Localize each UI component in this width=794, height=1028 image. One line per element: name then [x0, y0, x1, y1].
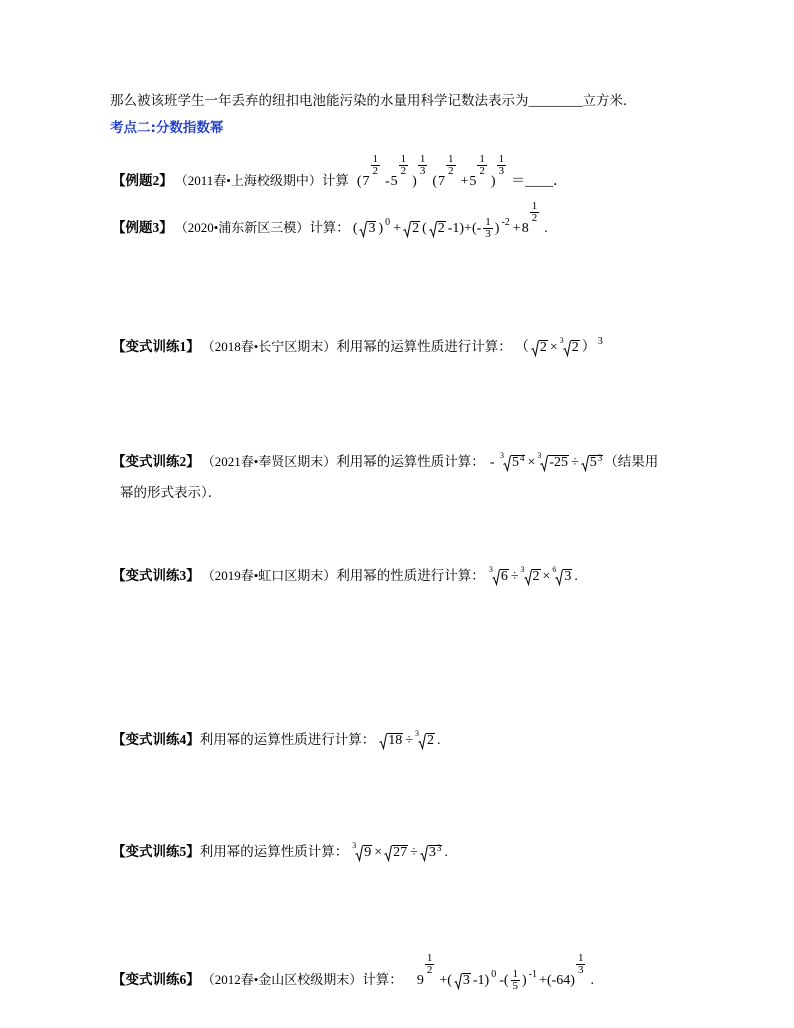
radical-sign-stroke — [404, 222, 411, 237]
problem-prompt: 利用幂的运算性质计算： — [199, 844, 349, 859]
fraction-numerator: 1 — [485, 216, 491, 228]
radicand-value: 18 — [388, 733, 403, 748]
math-text: ＝____． — [511, 174, 568, 189]
problem-label: 【变式训练5】 — [112, 844, 200, 859]
math-text: -1) — [472, 973, 490, 988]
root-index: 3 — [352, 841, 357, 850]
radicand — [426, 733, 435, 748]
radicand-value: 2 — [437, 221, 445, 236]
radicand-value: 2 — [426, 733, 434, 748]
math-text: × — [527, 455, 536, 470]
exponent: 0 — [385, 217, 391, 228]
power-expression — [539, 952, 589, 988]
power-expression — [362, 153, 385, 189]
exponent-numerator: 1 — [372, 153, 378, 165]
problem-source: （2020•浦东新区三模） — [174, 220, 310, 235]
math-text: . — [436, 733, 441, 748]
radicand — [539, 340, 548, 355]
radicand-value: -25 — [549, 455, 569, 470]
radical-sign-stroke — [380, 734, 387, 749]
fractional-exponent — [497, 154, 507, 177]
radicand-value: 3 — [462, 973, 470, 988]
exponent-numerator: 1 — [400, 153, 407, 165]
problem-note: （结果用 — [604, 454, 659, 469]
fraction — [511, 969, 521, 992]
radicand — [563, 569, 572, 584]
math-text: ÷ — [410, 845, 418, 860]
math-text: ( — [432, 174, 438, 189]
root-index: 3 — [414, 729, 419, 738]
radical-sign-icon — [531, 340, 539, 356]
radical — [429, 221, 446, 236]
radical — [352, 841, 372, 860]
exponent-numerator: 1 — [479, 153, 485, 165]
radicand — [532, 569, 541, 584]
math-text: . — [590, 973, 594, 988]
radical-sign-stroke — [541, 456, 548, 471]
math-text: -1)+(- — [447, 221, 482, 236]
exponent-denominator: 2 — [479, 165, 485, 177]
radicand — [462, 973, 471, 988]
intro-sentence — [110, 91, 637, 111]
exponent-denominator: 3 — [498, 165, 505, 177]
exponent: 3 — [597, 336, 603, 347]
exponent-denominator: 2 — [372, 165, 378, 177]
radical-sign-icon — [503, 455, 511, 471]
math-text: × — [542, 569, 551, 584]
radical — [559, 336, 580, 355]
fractional-exponent — [477, 154, 487, 177]
variant-exercise-4 — [110, 730, 441, 751]
radicand — [571, 340, 580, 355]
radicand-value: 2 — [539, 340, 547, 355]
math-text: （ — [514, 340, 529, 355]
radicand-exponent: 4 — [519, 453, 525, 463]
math-text: + — [393, 221, 402, 236]
radicand-value: 2 — [412, 221, 420, 236]
problem-prompt: 计算： — [362, 972, 403, 987]
math-text: - — [489, 455, 498, 470]
variant-exercise-6 — [110, 952, 595, 999]
radical-sign-stroke — [420, 846, 427, 861]
math-text: ( — [356, 174, 362, 189]
radicand-value: 9 — [364, 845, 372, 860]
radicand-value: 3 — [564, 569, 572, 584]
radicand-value: 2 — [532, 569, 540, 584]
root-index: 3 — [537, 451, 542, 460]
exponent: -2 — [501, 217, 510, 228]
math-text: . — [574, 569, 578, 584]
power-base: 9 — [416, 973, 424, 988]
radical-sign-stroke — [385, 846, 392, 861]
radical — [403, 221, 420, 236]
radicand-value: 3 — [368, 221, 376, 236]
radicand — [428, 845, 443, 860]
math-expression — [489, 453, 604, 473]
problem-prompt: 计算： — [309, 220, 350, 235]
radical — [379, 733, 403, 748]
math-expression — [356, 153, 568, 200]
radical — [454, 973, 471, 988]
math-expression — [378, 731, 441, 751]
radicand — [548, 455, 569, 470]
exponent-numerator: 1 — [419, 153, 426, 165]
radical — [520, 565, 541, 584]
radical — [499, 451, 526, 470]
radical — [414, 729, 435, 748]
exponent-denominator: 2 — [426, 964, 433, 976]
radicand-value: 6 — [500, 569, 508, 584]
radicand-value: 27 — [393, 845, 408, 860]
math-text: +( — [439, 973, 452, 988]
power-expression — [416, 952, 439, 988]
radical-sign-icon — [429, 221, 437, 237]
exponent-denominator: 2 — [400, 165, 407, 177]
problem-note-continued: 幂的形式表示）． — [120, 485, 222, 500]
radicand-value: 2 — [571, 340, 579, 355]
radical-sign-stroke — [454, 974, 461, 989]
math-text: ） — [581, 340, 596, 355]
math-expression — [488, 567, 579, 587]
radicand — [392, 845, 408, 860]
math-text: + — [460, 174, 469, 189]
math-expression — [351, 843, 449, 863]
radicand-value: 5 — [589, 455, 597, 470]
answer-blank: ________ — [528, 93, 583, 108]
exponent-numerator: 1 — [577, 952, 584, 964]
exponent: -1 — [528, 969, 538, 980]
radical-sign-icon — [418, 733, 426, 749]
radical — [531, 340, 548, 355]
math-expression — [352, 200, 549, 247]
radical-sign-icon — [403, 221, 411, 237]
math-text: . — [444, 845, 448, 860]
problem-label: 【变式训练4】 — [112, 732, 200, 747]
radical-sign-icon — [355, 845, 363, 861]
power-base: 5 — [390, 174, 398, 189]
radical-sign-icon — [581, 455, 589, 471]
power-expression — [412, 153, 431, 189]
problem-prompt: 利用幂的运算性质进行计算： — [336, 339, 512, 354]
radical-sign-icon — [359, 221, 367, 237]
radicand-exponent: 3 — [436, 843, 442, 853]
root-index: 3 — [488, 565, 493, 574]
exponent-numerator: 1 — [531, 200, 538, 212]
root-index: 3 — [559, 336, 564, 345]
exponent-numerator: 1 — [448, 153, 454, 165]
math-expression — [416, 952, 595, 999]
problem-label: 【变式训练2】 — [112, 454, 200, 469]
fractional-exponent — [425, 953, 435, 976]
section-title: 考点二:分数指数幂 — [110, 120, 224, 136]
radical-sign-icon — [563, 340, 571, 356]
math-text: -( — [499, 973, 509, 988]
fraction-denominator: 5 — [512, 980, 519, 992]
power-expression — [438, 153, 460, 189]
power-base: 7 — [438, 174, 446, 189]
math-text: ) — [494, 221, 500, 236]
radicand — [511, 455, 526, 470]
radicand — [367, 221, 376, 236]
radical — [581, 455, 604, 470]
power-base: ) — [412, 174, 417, 189]
exponent-denominator: 2 — [448, 165, 454, 177]
math-text: ( — [352, 221, 358, 236]
radical-sign-stroke — [563, 341, 570, 356]
exponent-numerator: 1 — [498, 153, 505, 165]
problem-label: 【变式训练3】 — [112, 568, 200, 583]
problem-source: （2012春•金山区校级期末） — [201, 972, 363, 987]
intro-unit: 立方米． — [582, 93, 637, 108]
radicand — [363, 845, 372, 860]
radical-sign-icon — [555, 569, 563, 585]
power-expression — [390, 153, 413, 189]
radicand-value: 5 — [511, 455, 519, 470]
radical-sign-icon — [384, 845, 392, 861]
fraction-denominator: 3 — [485, 228, 491, 240]
problem-label: 【变式训练1】 — [112, 339, 200, 354]
problem-source: （2021春•奉贤区期末） — [201, 454, 337, 469]
radical-sign-stroke — [556, 570, 563, 585]
exponent: 0 — [491, 969, 497, 980]
exponent-numerator: 1 — [426, 952, 433, 964]
math-text: . — [544, 221, 548, 236]
fraction-numerator: 1 — [512, 968, 519, 980]
radical-sign-icon — [492, 569, 500, 585]
problem-prompt: 利用幂的运算性质计算： — [336, 454, 485, 469]
problem-source: （2011春•上海校级期中） — [174, 173, 322, 188]
radical-sign-icon — [454, 973, 462, 989]
math-text: ÷ — [571, 455, 579, 470]
radicand-value: 3 — [428, 845, 436, 860]
variant-exercise-2-continuation — [120, 483, 221, 503]
radical — [537, 451, 569, 470]
problem-source: （2018春•长宁区期末） — [201, 339, 337, 354]
intro-text: 那么被该班学生一年丢弃的纽扣电池能污染的水量用科学记数法表示为 — [110, 93, 529, 108]
radical-sign-stroke — [418, 734, 425, 749]
math-text: + — [512, 221, 521, 236]
math-text: ) — [522, 973, 527, 988]
radical — [359, 221, 376, 236]
root-index: 3 — [499, 451, 504, 460]
problem-prompt: 利用幂的运算性质进行计算： — [199, 732, 376, 747]
radicand — [387, 733, 403, 748]
math-text: × — [549, 340, 558, 355]
radical-sign-stroke — [531, 341, 538, 356]
radical-sign-icon — [540, 455, 548, 471]
variant-exercise-1 — [110, 337, 605, 359]
math-text: ÷ — [510, 569, 519, 584]
radical-sign-stroke — [524, 570, 531, 585]
exponent-denominator: 3 — [577, 964, 584, 976]
problem-prompt: 利用幂的性质进行计算： — [336, 568, 485, 583]
radical — [384, 845, 408, 860]
radicand — [437, 221, 446, 236]
variant-exercise-3 — [110, 566, 579, 587]
radicand — [411, 221, 420, 236]
math-text: ÷ — [405, 733, 413, 748]
variant-exercise-5 — [110, 842, 449, 863]
fractional-exponent — [446, 154, 456, 177]
example-2 — [110, 153, 568, 200]
radical-sign-stroke — [581, 456, 588, 471]
example-3 — [110, 200, 549, 247]
power-base: 8 — [521, 221, 529, 236]
math-text: - — [385, 174, 390, 189]
problem-label: 【例题3】 — [112, 220, 173, 235]
power-base: 5 — [469, 174, 477, 189]
power-base: +(-64) — [539, 973, 575, 988]
radical-sign-stroke — [356, 846, 363, 861]
root-index: 6 — [552, 565, 557, 574]
power-expression — [490, 153, 510, 189]
radical-sign-icon — [524, 569, 532, 585]
fractional-exponent — [530, 201, 540, 224]
math-text: ) — [378, 221, 384, 236]
radical-sign-stroke — [360, 222, 367, 237]
radical-sign-stroke — [492, 570, 499, 585]
radical — [488, 565, 509, 584]
radical-sign-stroke — [503, 456, 510, 471]
problem-label: 【例题2】 — [112, 173, 173, 188]
exponent-denominator: 3 — [419, 165, 426, 177]
power-base: 7 — [362, 174, 370, 189]
radical — [420, 845, 443, 860]
problem-prompt: 计算 — [321, 173, 349, 188]
problem-source: （2019春•虹口区期末） — [201, 568, 337, 583]
math-expression — [514, 338, 605, 359]
radicand — [589, 455, 604, 470]
power-base: ) — [490, 174, 496, 189]
fraction — [483, 217, 493, 240]
math-text: × — [374, 845, 383, 860]
math-text: ( — [422, 221, 427, 236]
fractional-exponent — [399, 154, 409, 177]
radical-sign-stroke — [429, 222, 436, 237]
fractional-exponent — [576, 953, 586, 976]
radical-sign-icon — [420, 845, 428, 861]
radicand-exponent: 3 — [597, 453, 603, 463]
radical — [552, 565, 572, 584]
problem-label: 【变式训练6】 — [112, 972, 200, 987]
exponent-denominator: 2 — [531, 212, 538, 224]
radicand — [500, 569, 509, 584]
power-expression — [521, 200, 544, 236]
variant-exercise-2 — [110, 452, 658, 473]
radical-sign-icon — [379, 733, 387, 749]
fractional-exponent — [371, 154, 381, 177]
fractional-exponent — [418, 154, 428, 177]
power-expression — [469, 153, 491, 189]
root-index: 3 — [520, 565, 525, 574]
